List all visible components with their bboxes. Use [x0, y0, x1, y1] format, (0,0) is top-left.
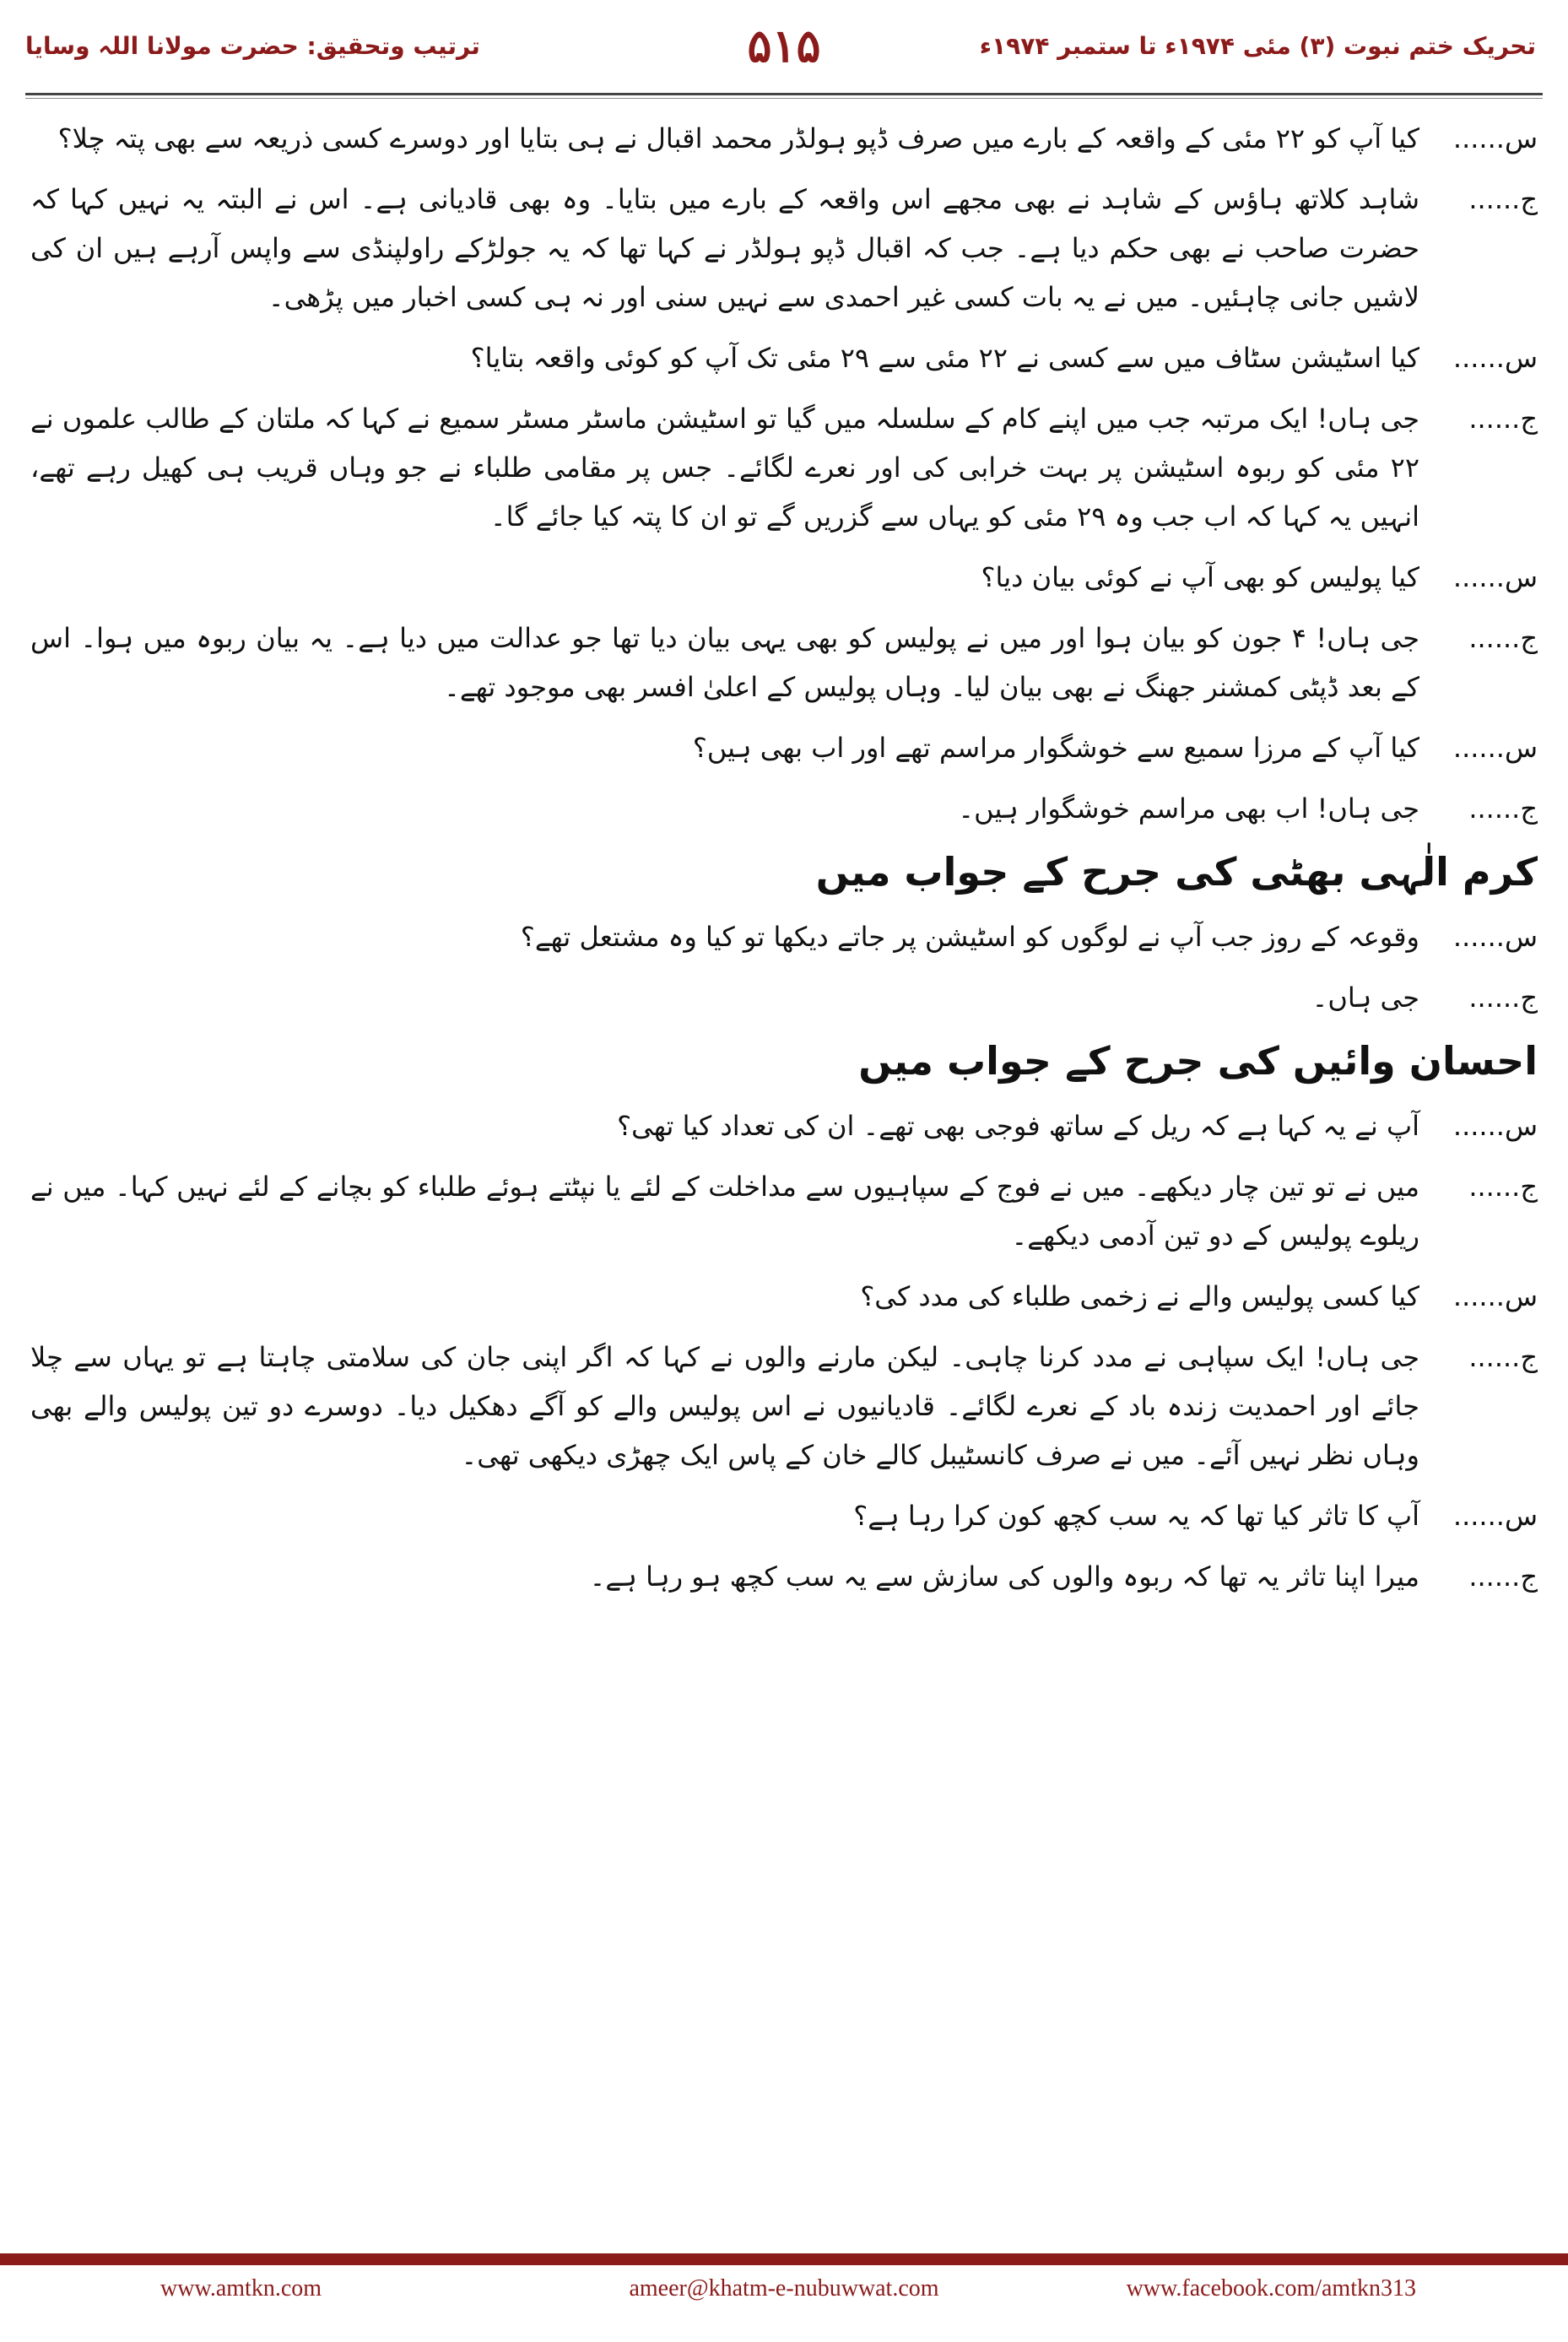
qa-text: میرا اپنا تاثر یہ تھا کہ ربوہ والوں کی سازش سے یہ سب کچھ ہو رہا ہے۔ [589, 1560, 1419, 1593]
qa-text: جی ہاں۔ [1311, 982, 1419, 1014]
answer-item [30, 973, 1538, 1022]
page-body [30, 114, 1538, 2232]
page-number: ۵۱۵ [747, 19, 821, 73]
qa-marker: س...... [1452, 342, 1538, 374]
qa-marker: ج...... [1468, 792, 1538, 825]
answer-item [30, 1162, 1538, 1260]
page-footer [0, 2269, 1568, 2311]
question-item [30, 723, 1538, 772]
facebook-link[interactable]: www.facebook.com/amtkn313 [1126, 2275, 1416, 2301]
question-item [30, 114, 1538, 163]
qa-text: کیا آپ کو ۲۲ مئی کے واقعہ کے بارے میں صرف ڈپو ہولڈر محمد اقبال نے ہی بتایا اور دوسرے کسی ذریعہ سے بھی پتہ چلا؟ [57, 122, 1419, 154]
qa-marker: ج...... [1468, 403, 1538, 435]
qa-marker: ج...... [1468, 183, 1538, 215]
qa-marker: س...... [1452, 1280, 1538, 1312]
answer-item [30, 614, 1538, 711]
qa-text: وقوعہ کے روز جب آپ نے لوگوں کو اسٹیشن پر جاتے دیکھا تو کیا وہ مشتعل تھے؟ [520, 921, 1419, 953]
section-heading: کرم الٰہی بھٹی کی جرح کے جواب میں [815, 849, 1538, 895]
website-link[interactable]: www.amtkn.com [160, 2275, 322, 2301]
question-item [30, 1272, 1538, 1321]
qa-text: میں نے تو تین چار دیکھے۔ میں نے فوج کے سپاہیوں سے مداخلت کے لئے یا نپٹتے ہوئے طلباء کو بچانے کے لئے نہیں کہا۔ میں نے ریلوے پولیس کے دو تین آدمی دیکھے۔ [30, 1171, 1419, 1252]
qa-marker: س...... [1452, 921, 1538, 953]
section-ehsan-wyne-cross [30, 1034, 1538, 1601]
qa-marker: س...... [1452, 1110, 1538, 1142]
compiler-credit: ترتیب وتحقیق: حضرت مولانا اللہ وسایا [25, 32, 480, 60]
question-item [30, 912, 1538, 961]
qa-text: کیا آپ کے مرزا سمیع سے خوشگوار مراسم تھے اور اب بھی ہیں؟ [692, 732, 1419, 764]
qa-marker: س...... [1452, 122, 1538, 154]
question-item [30, 1491, 1538, 1540]
answer-item [30, 1552, 1538, 1601]
footer-bar [0, 2253, 1568, 2265]
qa-text: جی ہاں! ایک مرتبہ جب میں اپنے کام کے سلسلہ میں گیا تو اسٹیشن ماسٹر مسٹر سمیع نے کہا کہ ملتان کے طالب علموں نے ۲۲ مئی کو ربوہ اسٹیشن پر بہت خرابی کی اور نعرے لگائے۔ جس پر مقامی طلباء نے جو وہاں قریب ہی کھیل رہے تھے، انہیں یہ کہا کہ اب جب وہ ۲۹ مئی کو یہاں سے گزریں گے تو ان کا پتہ کیا جائے گا۔ [30, 403, 1419, 533]
answer-item [30, 784, 1538, 833]
qa-marker: س...... [1452, 1500, 1538, 1532]
qa-marker: ج...... [1468, 1341, 1538, 1373]
qa-marker: ج...... [1468, 982, 1538, 1014]
qa-text: جی ہاں! ۴ جون کو بیان ہوا اور میں نے پولیس کو بھی یہی بیان دیا تھا جو عدالت میں دیا ہے۔ یہ بیان ربوہ میں ہوا۔ اس کے بعد ڈپٹی کمشنر جھنگ نے بھی بیان لیا۔ وہاں پولیس کے اعلیٰ افسر بھی موجود تھے۔ [30, 622, 1420, 703]
qa-marker: ج...... [1468, 1171, 1538, 1203]
qa-text: شاہد کلاتھ ہاؤس کے شاہد نے بھی مجھے اس واقعہ کے بارے میں بتایا۔ وہ بھی قادیانی ہے۔ اس نے البتہ یہ نہیں کہا کہ حضرت صاحب نے بھی حکم دیا ہے۔ جب کہ اقبال ڈپو ہولڈر نے کہا تھا کہ یہ جولڑکے راولپنڈی سے واپس آرہے ہیں ان کی لاشیں جانی چاہئیں۔ میں نے یہ بات کسی غیر احمدی سے نہیں سنی اور نہ ہی کسی اخبار میں پڑھی۔ [30, 183, 1419, 313]
book-title: تحریک ختم نبوت (۳) مئی ۱۹۷۴ء تا ستمبر ۱۹۷۴ء [979, 32, 1536, 60]
qa-text: آپ نے یہ کہا ہے کہ ریل کے ساتھ فوجی بھی تھے۔ ان کی تعداد کیا تھی؟ [617, 1110, 1419, 1142]
question-item [30, 553, 1538, 602]
section-main-testimony [30, 114, 1538, 833]
qa-marker: س...... [1452, 561, 1538, 593]
qa-marker: ج...... [1468, 1560, 1538, 1593]
answer-item [30, 394, 1538, 541]
section-karam-elahi-cross [30, 845, 1538, 1022]
header-divider-thin [25, 98, 1543, 99]
qa-text: کیا کسی پولیس والے نے زخمی طلباء کی مدد کی؟ [860, 1280, 1419, 1312]
header-divider [25, 93, 1543, 95]
qa-text: جی ہاں! اب بھی مراسم خوشگوار ہیں۔ [958, 792, 1419, 825]
qa-text: کیا اسٹیشن سٹاف میں سے کسی نے ۲۲ مئی سے ۲۹ مئی تک آپ کو کوئی واقعہ بتایا؟ [470, 342, 1419, 374]
answer-item [30, 1333, 1538, 1479]
qa-text: کیا پولیس کو بھی آپ نے کوئی بیان دیا؟ [981, 561, 1419, 593]
answer-item [30, 175, 1538, 322]
qa-marker: ج...... [1468, 622, 1538, 654]
email-link[interactable]: ameer@khatm-e-nubuwwat.com [629, 2275, 939, 2301]
question-item [30, 1101, 1538, 1150]
qa-text: جی ہاں! ایک سپاہی نے مدد کرنا چاہی۔ لیکن مارنے والوں نے کہا کہ اگر اپنی جان کی سلامتی چاہتا ہے تو یہاں سے چلا جائے اور احمدیت زندہ باد کے نعرے لگائے۔ قادیانیوں نے اس پولیس والے کو آگے دھکیل دیا۔ دوسرے دو تین پولیس والے بھی وہاں نظر نہیں آئے۔ میں نے صرف کانسٹیبل کالے خان کے پاس ایک چھڑی دیکھی تھی۔ [30, 1341, 1419, 1471]
qa-text: آپ کا تاثر کیا تھا کہ یہ سب کچھ کون کرا رہا ہے؟ [853, 1500, 1419, 1532]
page-header [0, 0, 1568, 100]
qa-marker: س...... [1452, 732, 1538, 764]
section-heading: احسان وائیں کی جرح کے جواب میں [858, 1038, 1538, 1084]
question-item [30, 333, 1538, 382]
